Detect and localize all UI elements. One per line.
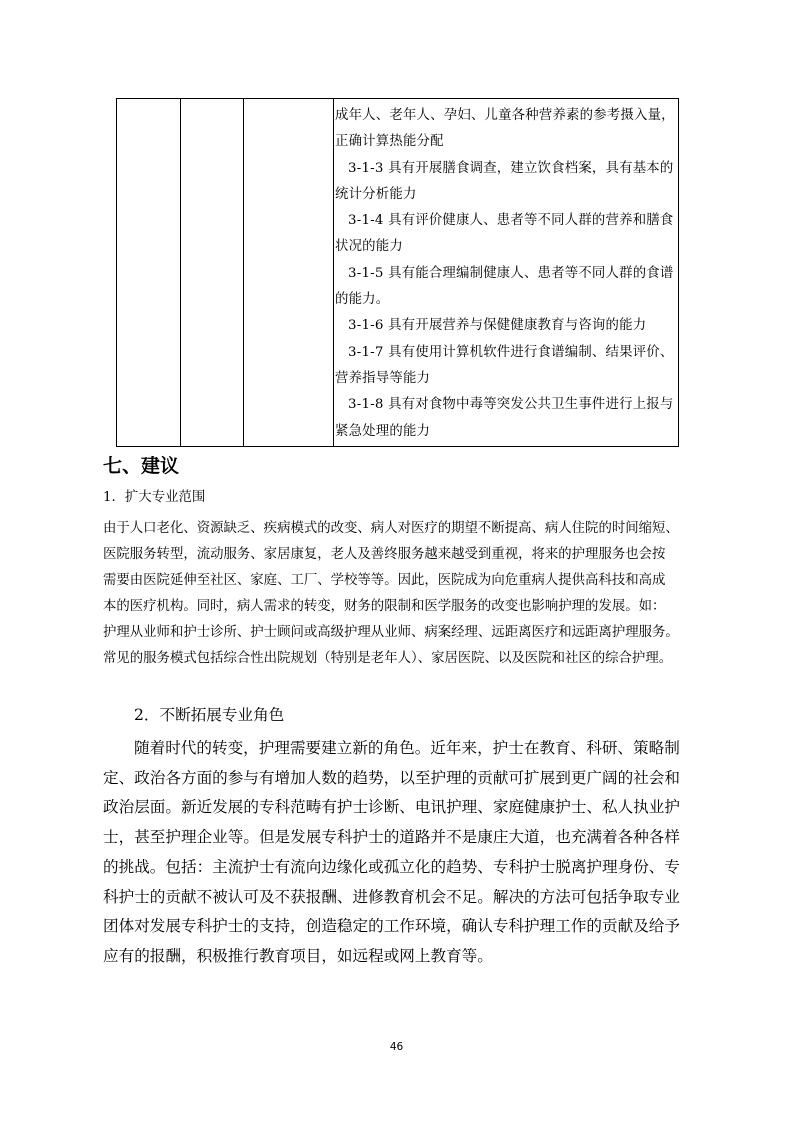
table-cell-line: 正确计算热能分配 xyxy=(335,134,444,150)
paragraph-line: 医院服务转型，流动服务、家居康复，老人及善终服务越来越受到重视，将来的护理服务也会按 xyxy=(103,547,666,563)
table-cell-line: 的能力。 xyxy=(335,292,390,308)
table-cell-line: 统计分析能力 xyxy=(335,186,417,202)
table-cell-line: 3-1-4 具有评价健康人、患者等不同人群的营养和膳食 xyxy=(348,213,674,229)
table-cell-line: 3-1-5 具有能合理编制健康人、患者等不同人群的食谱 xyxy=(348,265,674,281)
table-cell-line: 3-1-7 具有使用计算机软件进行食谱编制、结果评价、 xyxy=(348,344,674,360)
paragraph-expand-scope xyxy=(103,516,693,673)
paragraph-line: 需要由医院延伸至社区、家庭、工厂、学校等等。因此，医院成为向危重病人提供高科技和高成 xyxy=(103,573,666,589)
table-cell-line: 3-1-8 具有对食物中毒等突发公共卫生事件进行上报与 xyxy=(348,397,674,413)
subheading-expand-scope: 1．扩大专业范围 xyxy=(103,490,206,505)
paragraph-line: 随着时代的转变，护理需要建立新的角色。近年来，护士在教育、科研、策略制 xyxy=(134,739,680,757)
table-column-divider xyxy=(243,99,244,446)
table-column-divider xyxy=(333,99,334,446)
paragraph-line: 常见的服务模式包括综合性出院规划（特别是老年人）、家居医院、以及医院和社区的综合护理。 xyxy=(103,651,673,667)
paragraph-line: 的挑战。包括：主流护士有流向边缘化或孤立化的趋势、专科护士脱离护理身份、专 xyxy=(103,857,680,876)
table-cell-line: 成年人、老年人、孕妇、儿童各种营养素的参考摄入量， xyxy=(335,108,675,123)
paragraph-line: 团体对发展专科护士的支持，创造稳定的工作环境，确认专科护理工作的贡献及给予 xyxy=(103,917,680,936)
table-column-divider xyxy=(180,99,181,446)
paragraph-line: 士，甚至护理企业等。但是发展专科护士的道路并不是康庄大道，也充满着各种各样 xyxy=(103,828,680,847)
paragraph-line: 定、政治各方面的参与有增加人数的趋势，以至护理的贡献可扩展到更广阔的社会和 xyxy=(103,768,680,787)
paragraph-line: 科护士的贡献不被认可及不获报酬、进修教育机会不足。解决的方法可包括争取专业 xyxy=(103,887,680,906)
paragraph-line: 本的医疗机构。同时，病人需求的转变，财务的限制和医学服务的改变也影响护理的发展。如： xyxy=(103,599,666,615)
section-heading: 七、建议 xyxy=(103,455,180,477)
paragraph-expand-roles xyxy=(103,734,693,972)
table-cell-line: 3-1-6 具有开展营养与保健健康教育与咨询的能力 xyxy=(348,318,647,334)
subheading-expand-roles: 2．不断拓展专业角色 xyxy=(134,706,285,724)
table-cell-line: 3-1-3 具有开展膳食调查，建立饮食档案，具有基本的 xyxy=(348,160,674,176)
table-cell-line: 状况的能力 xyxy=(335,239,403,255)
table-cell-competencies xyxy=(335,103,678,445)
page-number: 46 xyxy=(389,1041,404,1053)
table-cell-line: 营养指导等能力 xyxy=(335,370,431,386)
paragraph-line: 政治层面。新近发展的专科范畴有护士诊断、电讯护理、家庭健康护士、私人执业护 xyxy=(103,798,680,817)
paragraph-line: 应有的报酬，积极推行教育项目，如远程或网上教育等。 xyxy=(103,946,493,965)
paragraph-line: 护理从业师和护士诊所、护士顾问或高级护理从业师、病案经理、远距离医疗和远距离护理服务。 xyxy=(103,625,679,641)
competency-table xyxy=(116,98,679,447)
table-cell-line: 紧急处理的能力 xyxy=(335,423,431,439)
paragraph-line: 由于人口老化、资源缺乏、疾病模式的改变、病人对医疗的期望不断提高、病人住院的时间缩短、 xyxy=(103,521,679,536)
